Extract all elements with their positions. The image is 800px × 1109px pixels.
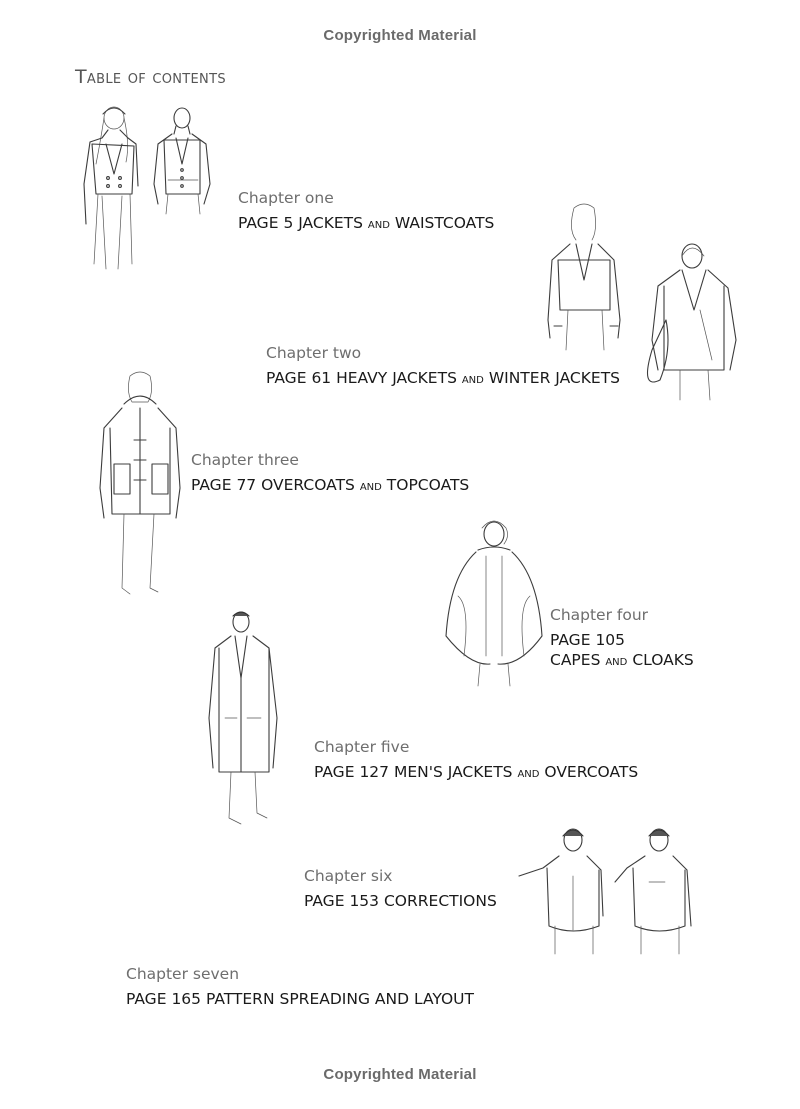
chapter-label: Chapter five xyxy=(314,738,410,756)
chapter-label: Chapter four xyxy=(550,606,649,624)
chapter-page-title: PAGE 61 HEAVY JACKETS and WINTER JACKETS xyxy=(266,369,620,387)
cape-cloak-illustration xyxy=(440,516,546,691)
duffle-overcoat-illustration xyxy=(96,368,186,600)
chapter-two xyxy=(266,343,620,389)
chapter-three xyxy=(191,450,469,496)
chapter-label: Chapter one xyxy=(238,189,334,207)
jacket-back-view-illustration xyxy=(515,826,700,956)
mens-overcoat-illustration xyxy=(203,608,283,830)
chapter-page-title: PAGE 77 OVERCOATS and TOPCOATS xyxy=(191,476,470,494)
chapter-one xyxy=(238,188,494,234)
chapter-label: Chapter seven xyxy=(126,965,240,983)
chapter-page-title: PAGE 127 MEN'S JACKETS and OVERCOATS xyxy=(314,763,639,781)
jackets-waistcoats-illustration xyxy=(72,104,232,274)
copyright-watermark-bottom: Copyrighted Material xyxy=(323,1066,477,1083)
copyright-watermark-top: Copyrighted Material xyxy=(323,27,477,44)
chapter-five xyxy=(314,737,638,783)
chapter-page-title: PAGE 165 PATTERN SPREADING AND LAYOUT xyxy=(126,990,474,1008)
chapter-page-title: PAGE 153 CORRECTIONS xyxy=(304,892,497,910)
chapter-label: Chapter three xyxy=(191,451,299,469)
chapter-page-title: PAGE 105 CAPES and CLOAKS xyxy=(550,631,694,669)
chapter-label: Chapter two xyxy=(266,344,362,362)
chapter-label: Chapter six xyxy=(304,867,393,885)
chapter-four xyxy=(550,605,694,671)
chapter-page-title: PAGE 5 JACKETS and WAISTCOATS xyxy=(238,214,495,232)
chapter-six xyxy=(304,866,497,911)
toc-title: Table of contents xyxy=(75,66,226,88)
chapter-seven xyxy=(126,964,474,1009)
